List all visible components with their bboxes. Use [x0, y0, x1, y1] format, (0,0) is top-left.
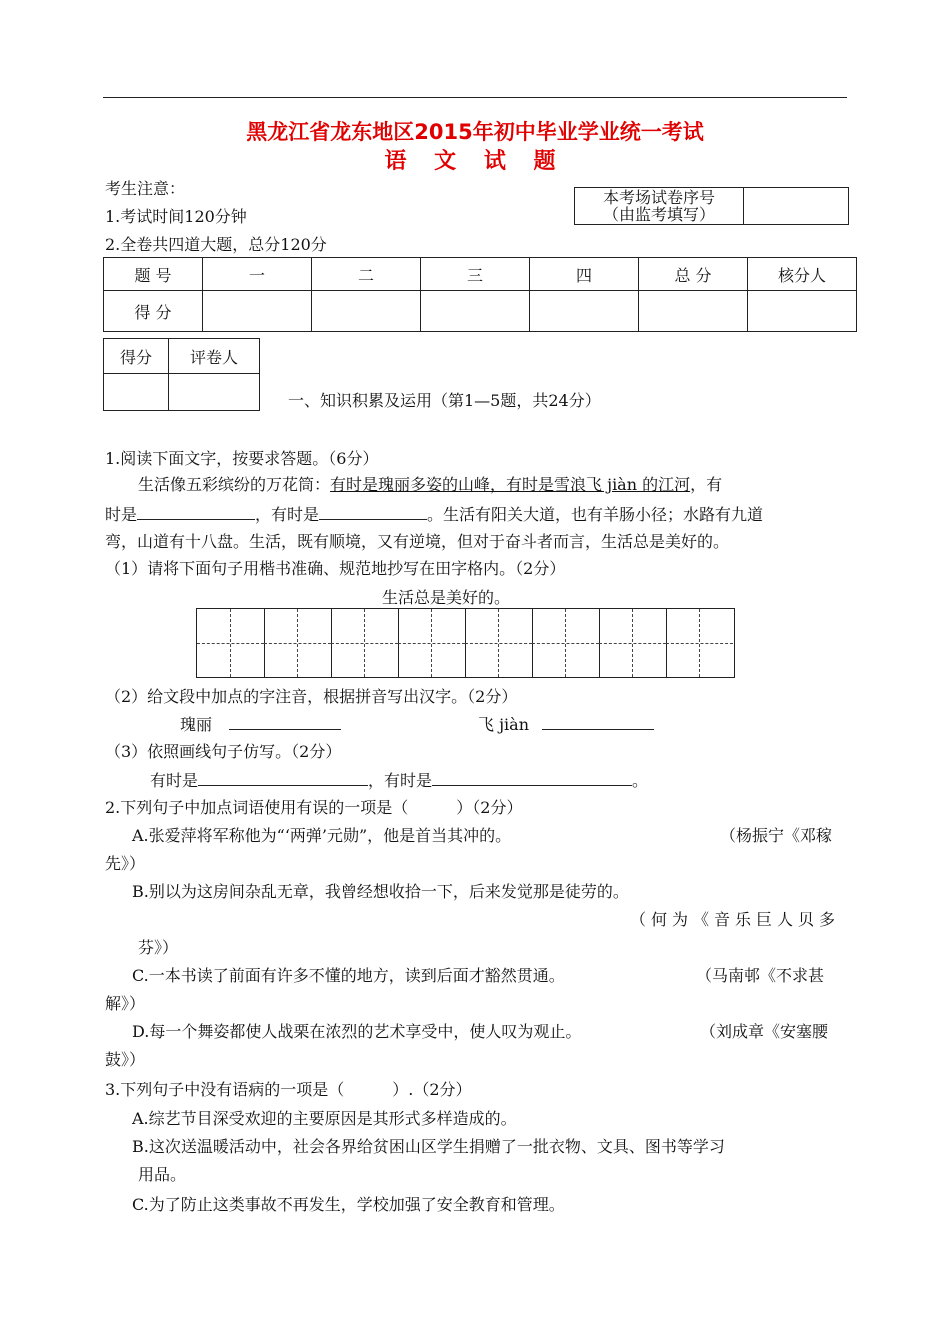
score-table [103, 257, 857, 332]
q1-sub1: （1）请将下面句子用楷书准确、规范地抄写在田字格内。（2分） [105, 559, 566, 578]
score-header-cell: 一 [203, 258, 312, 291]
q2-option-c-source-cont: 解》） [105, 994, 146, 1013]
answer-blank[interactable] [198, 767, 368, 786]
answer-blank[interactable] [319, 501, 427, 520]
q2-option-d-source-cont: 鼓》） [105, 1050, 146, 1069]
q1-sub3-end: 。 [632, 771, 649, 790]
q1-sub3: （3）依照画线句子仿写。（2分） [105, 742, 342, 761]
q3-option-b: B.这次送温暖活动中，社会各界给贫困山区学生捐赠了一批衣物、文具、图书等学习 [132, 1137, 725, 1156]
score-header-cell: 核分人 [748, 258, 857, 291]
q1-sub2: （2）给文段中加点的字注音，根据拼音写出汉字。（2分） [105, 687, 518, 706]
q2-option-c: C.一本书读了前面有许多不懂的地方，读到后面才豁然贯通。 [132, 966, 565, 985]
answer-blank[interactable] [137, 501, 255, 520]
q2-option-b: B.别以为这房间杂乱无章，我曾经想收拾一下，后来发觉那是徒劳的。 [132, 882, 629, 901]
q1-sub2-item-a [180, 711, 341, 735]
score-row-label: 得 分 [104, 291, 203, 332]
q1-sub2-b-label: 飞 jiàn [478, 715, 530, 734]
grid-cell[interactable] [532, 609, 600, 677]
grader-name-label: 评卷人 [169, 339, 260, 374]
q2-stem: 2.下列句子中加点词语使用有误的一项是（ ）（2分） [105, 798, 523, 817]
grid-cell[interactable] [398, 609, 466, 677]
answer-blank[interactable] [432, 767, 632, 786]
score-header-cell: 三 [421, 258, 530, 291]
exam-title: 黑龙江省龙东地区2015年初中毕业学业统一考试 [246, 120, 704, 144]
seat-number-box [574, 187, 849, 225]
grid-cell[interactable] [465, 609, 533, 677]
q3-option-a: A.综艺节目深受欢迎的主要原因是其形式多样造成的。 [132, 1109, 517, 1128]
answer-blank[interactable] [542, 711, 654, 730]
q1-passage-line3: 弯，山道有十八盘。生活，既有顺境，又有逆境，但对于奋斗者而言，生活总是美好的。 [105, 532, 730, 551]
score-header-cell: 总 分 [639, 258, 748, 291]
q1-sub2-item-b [478, 711, 654, 735]
score-header-cell: 题 号 [104, 258, 203, 291]
grader-score-cell[interactable] [104, 374, 169, 411]
seat-box-line1: 本考场试卷序号 [602, 188, 715, 207]
q1-passage-2c: 。生活有阳关大道，也有羊肠小径；水路有九道 [427, 505, 764, 524]
q1-passage-pre: 生活像五彩缤纷的万花筒： [138, 475, 331, 494]
grid-cell[interactable] [666, 609, 734, 677]
q3-option-c: C.为了防止这类事故不再发生，学校加强了安全教育和管理。 [132, 1195, 565, 1214]
score-table-row [104, 291, 857, 332]
q1-sub3-b: ，有时是 [368, 771, 433, 790]
score-cell[interactable] [530, 291, 639, 332]
seat-box-line2: （由监考填写） [602, 205, 715, 224]
q1-passage-line1 [138, 472, 722, 495]
q1-sub3-a: 有时是 [150, 771, 199, 790]
grid-cell[interactable] [197, 609, 265, 677]
score-cell[interactable] [203, 291, 312, 332]
q1-underlined-sentence: 有时是瑰丽多姿的山峰，有时是雪浪飞 jiàn 的江河 [330, 475, 691, 494]
score-cell[interactable] [312, 291, 421, 332]
score-cell[interactable] [748, 291, 857, 332]
notice-item-2: 2.全卷共四道大题，总分120分 [105, 235, 327, 254]
seat-number-cell[interactable] [744, 188, 849, 225]
q2-option-a-source: （杨振宁《邓稼 [720, 826, 833, 845]
top-rule [103, 97, 847, 98]
grid-cell[interactable] [264, 609, 332, 677]
q1-passage-post: ，有 [690, 475, 723, 494]
score-header-cell: 二 [312, 258, 421, 291]
q3-option-b-cont: 用品。 [138, 1165, 187, 1184]
q1-passage-2b: ，有时是 [255, 505, 320, 524]
exam-subtitle: 语 文 试 题 [384, 149, 566, 174]
section-heading: 一、知识积累及运用（第1—5题，共24分） [288, 391, 601, 410]
grader-name-cell[interactable] [169, 374, 260, 411]
q2-option-a-source-cont: 先》） [105, 854, 146, 873]
q2-option-b-source: （何为《音乐巨人贝多 [630, 910, 841, 929]
copy-sentence: 生活总是美好的。 [382, 588, 511, 607]
grader-score-label: 得分 [104, 339, 169, 374]
score-cell[interactable] [421, 291, 530, 332]
q2-option-d-source: （刘成章《安塞腰 [700, 1022, 829, 1041]
q2-option-b-source-cont: 芬》） [138, 938, 179, 957]
notice-item-1: 1.考试时间120分钟 [105, 207, 247, 226]
q2-option-a: A.张爱萍将军称他为“‘两弹’元勋”，他是首当其冲的。 [132, 826, 512, 845]
grader-box [103, 338, 260, 411]
q1-passage-2a: 时是 [105, 505, 138, 524]
tianzige-grid[interactable] [196, 608, 735, 678]
grid-cell[interactable] [331, 609, 399, 677]
grid-cell[interactable] [599, 609, 667, 677]
q1-passage-line2 [105, 501, 763, 525]
q1-sub2-a-label: 瑰丽 [180, 715, 213, 734]
q1-sub3-line [150, 767, 648, 791]
q1-stem: 1.阅读下面文字，按要求答题。（6分） [105, 449, 379, 468]
score-cell[interactable] [639, 291, 748, 332]
score-header-cell: 四 [530, 258, 639, 291]
answer-blank[interactable] [229, 711, 341, 730]
score-table-header-row [104, 258, 857, 291]
q3-stem: 3.下列句子中没有语病的一项是（ ）.（2分） [105, 1080, 472, 1099]
notice-label: 考生注意： [105, 179, 186, 198]
q2-option-d: D.每一个舞姿都使人战栗在浓烈的艺术享受中，使人叹为观止。 [132, 1022, 582, 1041]
q2-option-c-source: （马南邨《不求甚 [696, 966, 825, 985]
